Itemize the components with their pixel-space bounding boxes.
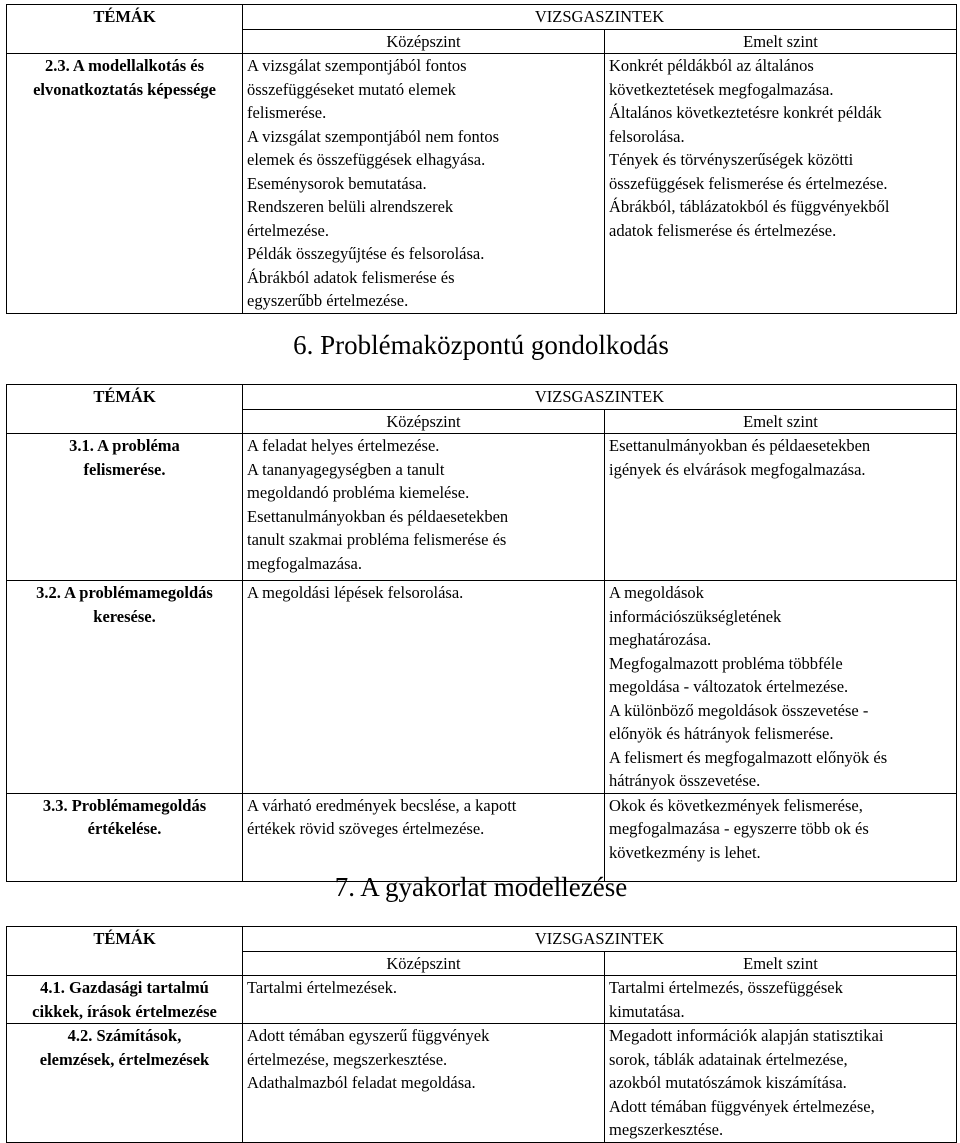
cell-text-line: 4.1. Gazdasági tartalmú <box>40 978 209 997</box>
cell-text-line: 3.2. A problémamegoldás <box>36 583 213 602</box>
cell-text-line: Példák összegyűjtése és felsorolása. <box>247 244 485 263</box>
adv-level-cell <box>605 976 957 1024</box>
topic-cell <box>7 976 243 1024</box>
cell-text-line: igények és elvárások megfogalmazása. <box>609 459 866 479</box>
cell-text-line: hátrányok összevetése. <box>609 771 761 790</box>
mid-level-cell <box>243 581 605 794</box>
cell-text-line: elemzések, értelmezések <box>39 1049 210 1069</box>
cell-text-line: 3.1. A probléma <box>69 436 180 455</box>
mid-level-cell <box>243 54 605 314</box>
cell-text-line: elemek és összefüggések elhagyása. <box>247 150 486 169</box>
cell-text-line: információszükségletének <box>609 606 782 626</box>
adv-level-header: Emelt szint <box>605 951 957 976</box>
cell-text-line: felismerése. <box>247 103 327 122</box>
table-header-row <box>7 385 957 410</box>
topic-header: TÉMÁK <box>7 927 243 976</box>
table-row <box>7 1024 957 1143</box>
cell-text-line: értelmezése, megszerkesztése. <box>247 1049 448 1069</box>
cell-text-line: keresése. <box>93 606 156 626</box>
cell-text-line: tanult szakmai probléma felismerése és <box>247 530 507 549</box>
exam-levels-header: VIZSGASZINTEK <box>243 385 957 410</box>
cell-text-line: Általános következtetésre konkrét példák <box>609 103 882 122</box>
topic-header: TÉMÁK <box>7 385 243 434</box>
cell-text-line: felismerése. <box>83 459 166 479</box>
cell-text-line: értelmezése. <box>247 220 329 240</box>
cell-text-line: Ábrákból adatok felismerése és <box>247 267 455 287</box>
cell-text-line: egyszerűbb értelmezése. <box>247 291 409 310</box>
cell-text-line: A feladat helyes értelmezése. <box>247 436 440 455</box>
mid-level-header: Középszint <box>243 409 605 434</box>
cell-text-line: Megadott információk alapján statisztikai <box>609 1026 884 1045</box>
topic-cell <box>7 793 243 881</box>
topic-cell <box>7 581 243 794</box>
cell-text-line: 3.3. Problémamegoldás <box>42 795 207 815</box>
cell-text-line: 4.2. Számítások, <box>67 1026 182 1045</box>
cell-text-line: megoldása - változatok értelmezése. <box>609 677 849 696</box>
cell-text-line: Esettanulmányokban és példaesetekben <box>247 506 509 526</box>
cell-text-line: következmény is lehet. <box>609 842 761 862</box>
cell-text-line: Megfogalmazott probléma többféle <box>609 653 843 673</box>
cell-text-line: következtetések megfogalmazása. <box>609 79 834 99</box>
cell-text-line: megfogalmazása - egyszerre több ok és <box>609 819 869 838</box>
mid-level-header: Középszint <box>243 951 605 976</box>
cell-text-line: felsorolása. <box>609 126 685 146</box>
cell-text-line: értékek rövid szöveges értelmezése. <box>247 819 485 838</box>
cell-text-line: Rendszeren belüli alrendszerek <box>247 197 454 216</box>
mid-level-header: Középszint <box>243 29 605 54</box>
cell-text-line: adatok felismerése és értelmezése. <box>609 220 837 240</box>
cell-text-line: Adathalmazból feladat megoldása. <box>247 1073 476 1092</box>
cell-text-line: A különböző megoldások összevetése - <box>609 700 869 720</box>
cell-text-line: A megoldási lépések felsorolása. <box>247 583 464 602</box>
cell-text-line: cikkek, írások értelmezése <box>32 1001 217 1021</box>
adv-level-cell <box>605 1024 957 1143</box>
section-title: 6. Problémaközpontú gondolkodás <box>293 330 669 360</box>
adv-level-header: Emelt szint <box>605 409 957 434</box>
cell-text-line: előnyök és hátrányok felismerése. <box>609 724 834 743</box>
exam-levels-header: VIZSGASZINTEK <box>243 5 957 30</box>
cell-text-line: értékelése. <box>87 819 162 838</box>
cell-text-line: kimutatása. <box>609 1001 685 1021</box>
cell-text-line: A megoldások <box>609 583 704 602</box>
cell-text-line: Eseménysorok bemutatása. <box>247 173 427 193</box>
cell-text-line: Tények és törvényszerűségek közötti <box>609 150 854 169</box>
cell-text-line: Konkrét példákból az általános <box>609 56 814 75</box>
mid-level-cell <box>243 434 605 581</box>
adv-level-cell <box>605 581 957 794</box>
mid-level-cell <box>243 1024 605 1143</box>
topic-header: TÉMÁK <box>7 5 243 54</box>
section-title: 7. A gyakorlat modellezése <box>334 872 628 902</box>
cell-text-line: Ábrákból, táblázatokból és függvényekből <box>609 197 890 216</box>
cell-text-line: Adott témában függvények értelmezése, <box>609 1096 875 1116</box>
cell-text-line: megszerkesztése. <box>609 1120 724 1139</box>
cell-text-line: Okok és következmények felismerése, <box>609 795 863 815</box>
cell-text-line: A felismert és megfogalmazott előnyök és <box>609 747 888 767</box>
topic-cell <box>7 1024 243 1143</box>
cell-text-line: Adott témában egyszerű függvények <box>247 1026 490 1045</box>
mid-level-cell <box>243 793 605 881</box>
cell-text-line: azokból mutatószámok kiszámítása. <box>609 1073 847 1092</box>
cell-text-line: A vizsgálat szempontjából nem fontos <box>247 126 500 146</box>
cell-text-line: megfogalmazása. <box>247 553 362 573</box>
cell-text-line: A várható eredmények becslése, a kapott <box>247 795 517 815</box>
requirements-table-problem-solving <box>6 384 957 882</box>
cell-text-line: összefüggések felismerése és értelmezése. <box>609 173 888 193</box>
cell-text-line: 2.3. A modellalkotás és <box>44 56 205 75</box>
cell-text-line: Tartalmi értelmezés, összefüggések <box>609 978 843 997</box>
topic-cell <box>7 54 243 314</box>
cell-text-line: elvonatkoztatás képessége <box>33 79 216 99</box>
table-row <box>7 434 957 581</box>
cell-text-line: A tananyagegységben a tanult <box>247 459 445 479</box>
adv-level-header: Emelt szint <box>605 29 957 54</box>
requirements-table-modelling <box>6 4 957 314</box>
table-row <box>7 793 957 881</box>
adv-level-cell <box>605 54 957 314</box>
adv-level-cell <box>605 434 957 581</box>
cell-text-line: Esettanulmányokban és példaesetekben <box>609 436 871 455</box>
requirements-table-practice-modelling <box>6 926 957 1143</box>
table-row <box>7 581 957 794</box>
cell-text-line: Tartalmi értelmezések. <box>247 978 398 997</box>
table-row <box>7 976 957 1024</box>
table-header-row <box>7 5 957 30</box>
cell-text-line: A vizsgálat szempontjából fontos <box>247 56 467 75</box>
topic-cell <box>7 434 243 581</box>
exam-levels-header: VIZSGASZINTEK <box>243 927 957 952</box>
cell-text-line: sorok, táblák adatainak értelmezése, <box>609 1049 848 1069</box>
cell-text-line: meghatározása. <box>609 630 712 649</box>
cell-text-line: összefüggéseket mutató elemek <box>247 79 456 99</box>
adv-level-cell <box>605 793 957 881</box>
mid-level-cell <box>243 976 605 1024</box>
table-row <box>7 54 957 314</box>
table-header-row <box>7 927 957 952</box>
cell-text-line: megoldandó probléma kiemelése. <box>247 483 470 502</box>
